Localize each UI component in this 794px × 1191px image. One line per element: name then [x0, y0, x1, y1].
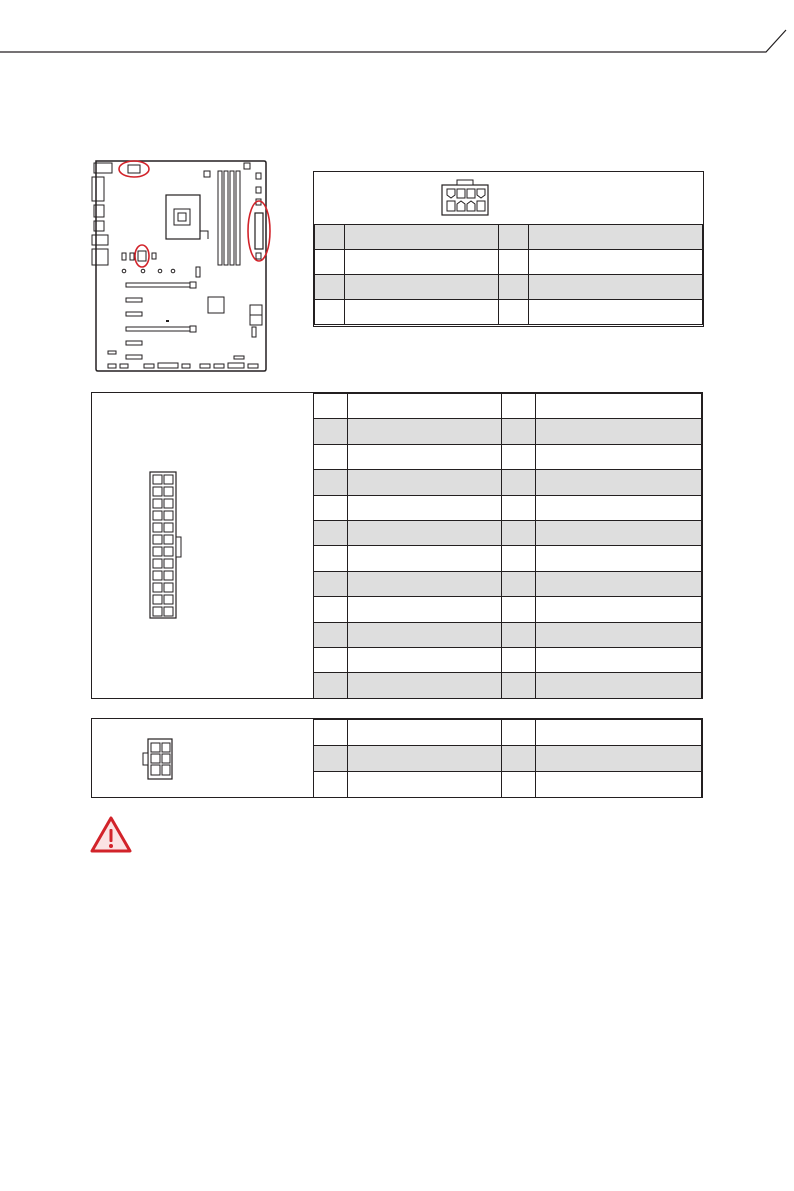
- table-row: [314, 772, 702, 798]
- table-row: [314, 571, 702, 596]
- cpu-power-pin-grid: [314, 224, 703, 325]
- table-row: [314, 622, 702, 647]
- pcie-6pin-connector-icon: [142, 737, 174, 781]
- table-row: [315, 275, 703, 300]
- table-row: [314, 546, 702, 571]
- cpu-power-highlight: [119, 161, 149, 177]
- cpu-8pin-connector-icon: [441, 179, 489, 217]
- table-row: [314, 419, 702, 444]
- table-row: [314, 495, 702, 520]
- table-row: [314, 470, 702, 495]
- cpu-power-pin-table: [313, 171, 704, 327]
- table-row: [315, 225, 703, 250]
- atx-24pin-connector-icon: [149, 471, 183, 619]
- pcie-power-pin-grid: [313, 719, 702, 798]
- pcie-power-pin-table: [91, 718, 703, 798]
- pcie-power-highlight: [135, 245, 149, 267]
- table-row: [314, 647, 702, 672]
- table-row: [314, 746, 702, 772]
- table-row: [314, 597, 702, 622]
- table-row: [314, 394, 702, 419]
- atx-power-pin-grid: [313, 393, 702, 699]
- table-row: [315, 300, 703, 325]
- table-row: [314, 673, 702, 698]
- page-corner-line: [0, 0, 794, 60]
- table-row: [314, 720, 702, 746]
- table-row: [314, 444, 702, 469]
- atx-power-pin-table: [91, 392, 703, 699]
- table-row: [314, 520, 702, 545]
- table-row: [315, 250, 703, 275]
- warning-triangle-icon: [89, 815, 133, 855]
- motherboard-diagram: [86, 155, 286, 377]
- cpu-power-connector-header: [314, 172, 703, 225]
